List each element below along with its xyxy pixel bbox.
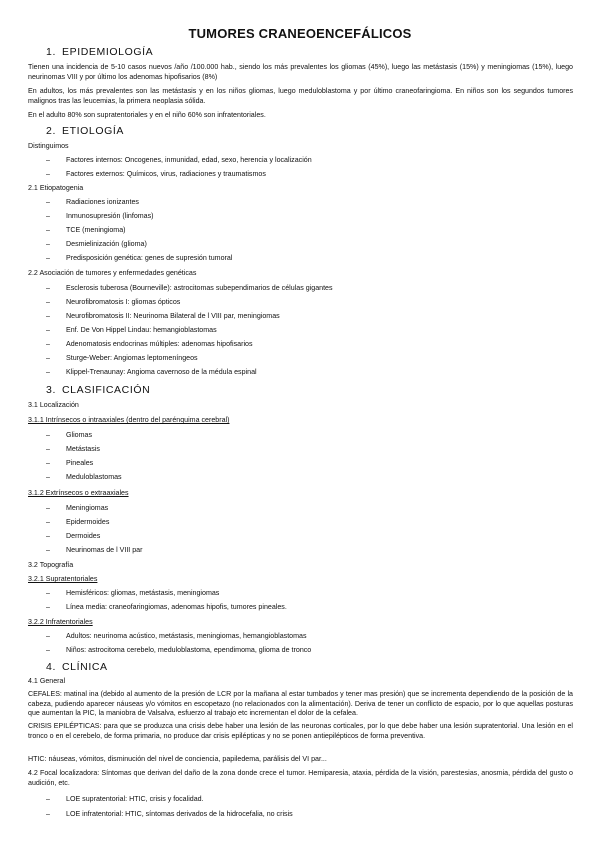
list-item: – Esclerosis tuberosa (Bourneville): astrocitomas subependimarios de células gigantes [46,284,333,292]
subsection-heading: 3.2 Topografía [28,561,74,569]
list-item: – Epidermoides [46,518,110,526]
list-item: – Metástasis [46,445,100,453]
list-item: – Niños: astrocitoma cerebelo, meduloblastoma, ependimoma, glioma de tronco [46,646,312,654]
section-number: 1. [46,46,56,58]
subsection-heading: 4.1 General [28,677,66,685]
paragraph-cefalea: CEFALES: matinal ina (debido al aumento de la presión de LCR por la mañana al estar tumbados y tener mas presión) que se incrementa dependiendo de la posición de la cabeza, pudiendo aparecer náuseas y/o vómitos en escopetazo (no relacionados con la alimentación). Deriva de tener un conflicto de espacio, por lo que aquellas posturas que aumentan la PIC, la maniobra de Valsalva, esfuerzo al trabajo etc incrementan el dolor de la cefalea. [28,690,573,718]
section-number: 4. [46,661,56,673]
paragraph-htic: HTIC: náuseas, vómitos, disminución del nivel de conciencia, papiledema, parálisis del VI par... [28,755,327,763]
paragraph: En adultos, los más prevalentes son las metástasis y en los niños gliomas, luego meduloblastoma y por último craneofaringioma. En niños son los segundos tumores malignos tras las leucemias, la primera neoplasia sólida. [28,87,573,105]
paragraph: En el adulto 80% son supratentoriales y en el niño 60% son infratentoriales. [28,111,266,119]
section-heading-clinica [46,661,108,673]
section-heading-epidemiologia [46,46,153,58]
list-item: – Dermoides [46,532,101,540]
section-title: EPIDEMIOLOGÍA [62,46,154,58]
list-item: – Pineales [46,459,94,467]
list-item: – LOE infratentorial: HTIC, síntomas derivados de la hidrocefalia, no crisis [46,810,293,818]
paragraph: Tienen una incidencia de 5-10 casos nuevos /año /100.000 hab., siendo los más prevalentes los gliomas (45%), luego las metástasis (15%) y meningiomas (15%), luego neurinomas VIII y por último los adenomas hipofisarios (8%) [28,63,573,81]
list-item: – Desmielinización (glioma) [46,240,147,248]
list-item: – Neurofibromatosis II: Neurinoma Bilateral de l VIII par, meningiomas [46,312,280,320]
list-item: – Factores externos: Químicos, virus, radiaciones y traumatismos [46,170,266,178]
section-title: CLÍNICA [62,661,108,673]
paragraph-crisis: CRISIS EPILÉPTICAS: para que se produzca una crisis debe haber una lesión de las neuronas corticales, por lo que debe haber una lesión supratentorial. Una lesión en el tronco o en el cerebelo, de forma primaria, no produce dar crisis epilépticas y no se ponen antiepilépticos de forma preventiva. [28,722,573,740]
section-heading-etiologia [46,125,124,137]
list-item: – Radiaciones ionizantes [46,198,139,206]
subsubsection-heading: 3.2.2 Infratentoriales [28,618,93,626]
document-title: TUMORES CRANEOENCEFÁLICOS [188,26,412,41]
list-item: – Sturge-Weber: Angiomas leptomeníngeos [46,354,198,362]
list-item: – Enf. De Von Hippel Lindau: hemangioblastomas [46,326,217,334]
list-item: – Gliomas [46,431,93,439]
paragraph-focal: 4.2 Focal localizadora: Síntomas que derivan del daño de la zona donde crece el tumor. Hemiparesia, ataxia, pérdida de la visión, parestesias, anosmia, pérdida del gusto o audición, etc. [28,769,573,787]
subsubsection-heading: 3.1.2 Extrínsecos o extraaxiales [28,489,129,497]
subsubsection-heading: 3.1.1 Intrínsecos o intraaxiales (dentro del parénquima cerebral) [28,416,230,424]
subsection-heading: 2.2 Asociación de tumores y enfermedades genéticas [28,269,197,277]
list-item: – Hemisféricos: gliomas, metástasis, meningiomas [46,589,220,597]
list-item: – Adenomatosis endocrinas múltiples: adenomas hipofisarios [46,340,253,348]
list-item: – Adultos: neurinoma acústico, metástasis, meningiomas, hemangioblastomas [46,632,307,640]
section-number: 3. [46,384,56,396]
list-item: – LOE supratentorial: HTIC, crisis y focalidad. [46,795,204,803]
subsection-heading: 3.1 Localización [28,401,79,409]
list-item: – Predisposición genética: genes de supresión tumoral [46,254,233,262]
list-item: – Inmunosupresión (linfomas) [46,212,154,220]
list-item: – Factores internos: Oncogenes, inmunidad, edad, sexo, herencia y localización [46,156,312,164]
section-heading-clasificacion [46,384,150,396]
list-item: – Neurinomas de l VIII par [46,546,143,554]
section-title: CLASIFICACIÓN [62,384,151,396]
list-item: – Neurofibromatosis I: gliomas ópticos [46,298,181,306]
label-distinguimos: Distinguimos [28,142,69,150]
list-item: – TCE (meningioma) [46,226,126,234]
subsubsection-heading: 3.2.1 Supratentoriales [28,575,98,583]
list-item: – Meningiomas [46,504,109,512]
subsection-heading: 2.1 Etiopatogenia [28,184,84,192]
list-item: – Klippel-Trenaunay: Angioma cavernoso de la médula espinal [46,368,257,376]
list-item: – Meduloblastomas [46,473,122,481]
section-number: 2. [46,125,56,137]
list-item: – Línea media: craneofaringiomas, adenomas hipofis, tumores pineales. [46,603,287,611]
section-title: ETIOLOGÍA [62,125,124,137]
